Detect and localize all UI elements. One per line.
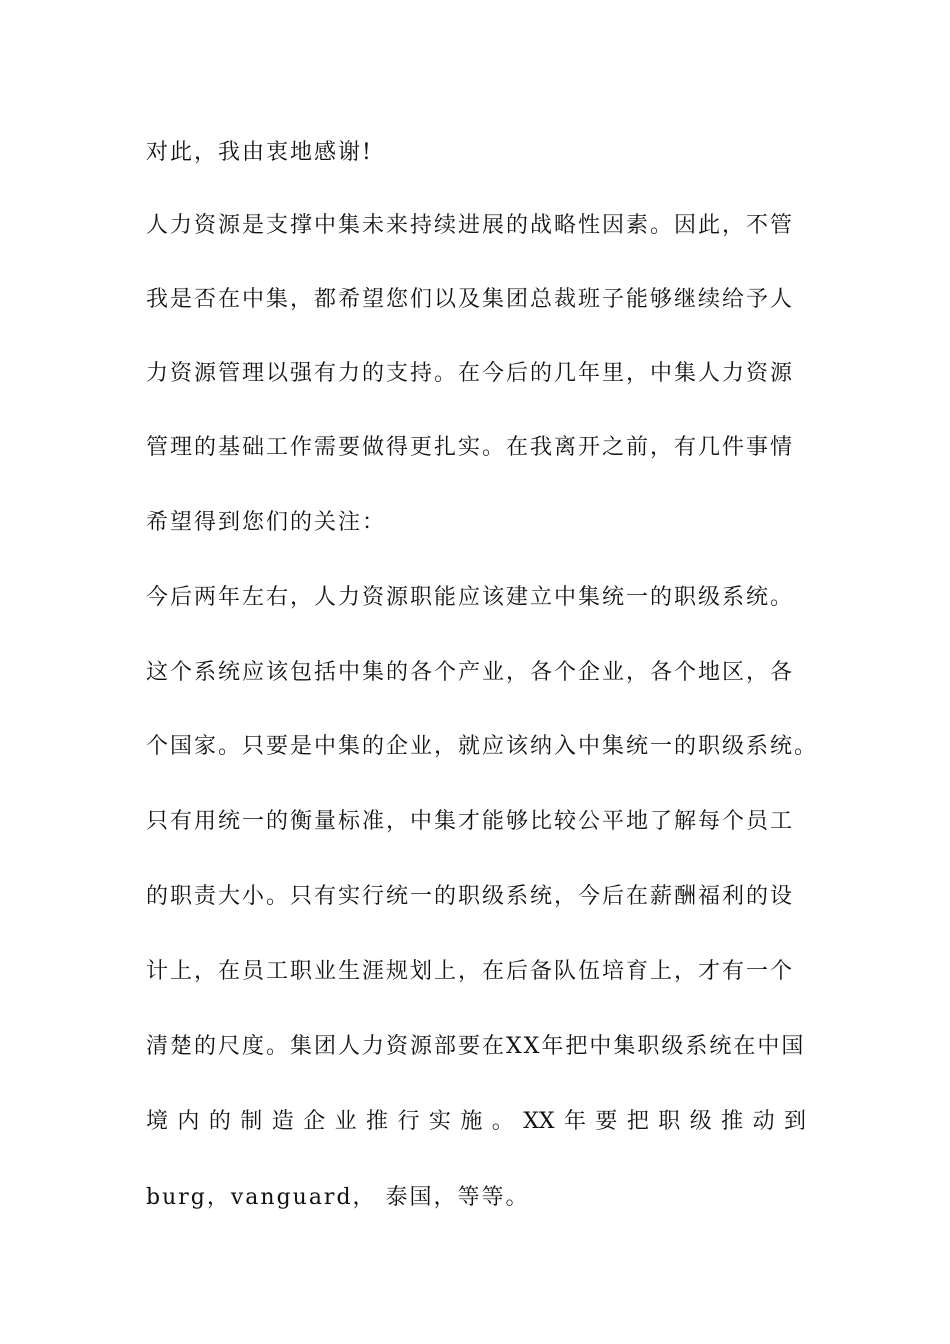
text-line-6: 希望得到您们的关注：: [146, 510, 387, 535]
text-line-10: 只有用统一的衡量标准，中集才能够比较公平地了解每个员工: [146, 809, 795, 834]
text-line-14: 境内的制造企业推行实施。XX年要把职级推动到: [146, 1109, 806, 1134]
text-line-15: burg，vanguard， 泰国，等等。: [146, 1185, 530, 1210]
text-line-7: 今后两年左右，人力资源职能应该建立中集统一的职级系统。: [146, 585, 795, 610]
text-line-13: 清楚的尺度。集团人力资源部要在XX年把中集职级系统在中国: [146, 1034, 806, 1059]
text-line-4: 力资源管理以强有力的支持。在今后的几年里，中集人力资源: [146, 361, 795, 386]
text-line-12: 计上，在员工职业生涯规划上，在后备队伍培育上，才有一个: [146, 959, 795, 984]
text-line-2: 人力资源是支撑中集未来持续进展的战略性因素。因此，不管: [146, 213, 795, 238]
text-line-9: 个国家。只要是中集的企业，就应该纳入中集统一的职级系统。: [146, 734, 819, 759]
text-line-11: 的职责大小。只有实行统一的职级系统，今后在薪酬福利的设: [146, 884, 795, 909]
text-line-1: 对此，我由衷地感谢!: [146, 140, 373, 165]
text-line-5: 管理的基础工作需要做得更扎实。在我离开之前，有几件事情: [146, 435, 795, 460]
text-line-8: 这个系统应该包括中集的各个产业，各个企业，各个地区，各: [146, 660, 795, 685]
text-line-3: 我是否在中集，都希望您们以及集团总裁班子能够继续给予人: [146, 287, 795, 312]
